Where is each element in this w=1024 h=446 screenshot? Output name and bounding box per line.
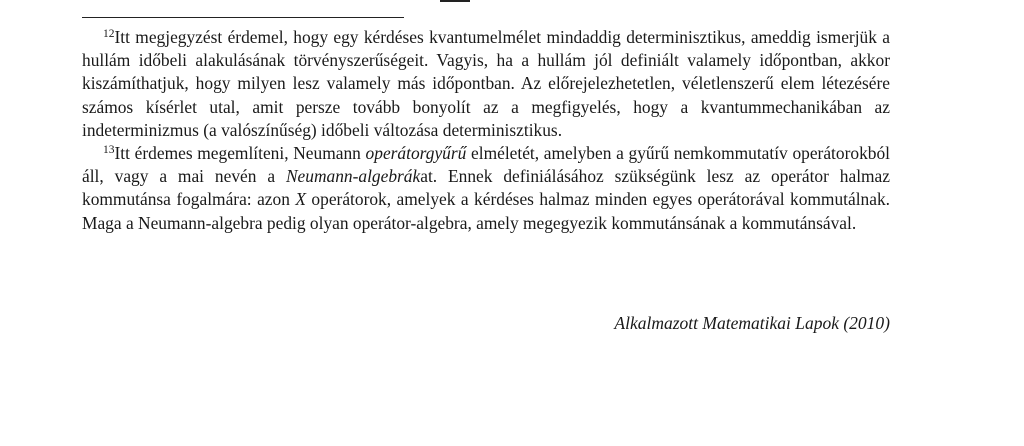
top-edge-mark (440, 0, 470, 2)
journal-title: Alkalmazott Matematikai Lapok (2010) (614, 313, 890, 333)
footnote-text: Itt megjegyzést érdemel, hogy egy kérdéses kvantumelmélet mindaddig determinisztikus, ameddig ismerjük a hullám időbeli alakulásának törvényszerűségeit. Vagyis, ha a hullám jól definiált valamely időpontban, akkor kiszámíthatjuk, hogy milyen lesz valamely más időpontban. Az előrejelezhetetlen, véletlenszerű elem létezésére számos kísérlet utal, amit persze tovább bonyolít az a megfigyelés, hogy a kvantummechanikában az indeterminizmus (a valószínűség) időbeli változása determinisztikus. (82, 27, 890, 140)
footnote-text: operátorok, amelyek a kérdéses halmaz minden egyes operátorával kommutálnak. Maga a Neumann-algebra pedig olyan operátor-algebra, amely megegyezik kommutánsának a kommutánsával. (82, 189, 890, 233)
footnote-text: Itt érdemes megemlíteni, Neumann (114, 143, 366, 164)
footnote-italic-term: operátorgyűrű (365, 143, 467, 164)
footnote-italic-symbol: X (295, 189, 306, 210)
footnote-12 (82, 26, 890, 142)
footnote-text: elméletét, amelyben a gyűrű nemkommutatív operátorokból áll, vagy a mai nevén a (82, 143, 890, 187)
footnote-number: 13 (103, 144, 115, 157)
footnote-separator-rule (82, 17, 404, 18)
footnote-text: at. Ennek definiálásához szükségünk lesz az operátor halmaz kommutánsa fogalmára: azon (82, 166, 890, 210)
footnote-italic-term: Neumann-algebrák (285, 166, 421, 187)
footnote-13 (82, 142, 890, 235)
footnote-number: 12 (103, 28, 115, 40)
footnotes-section (82, 26, 890, 235)
